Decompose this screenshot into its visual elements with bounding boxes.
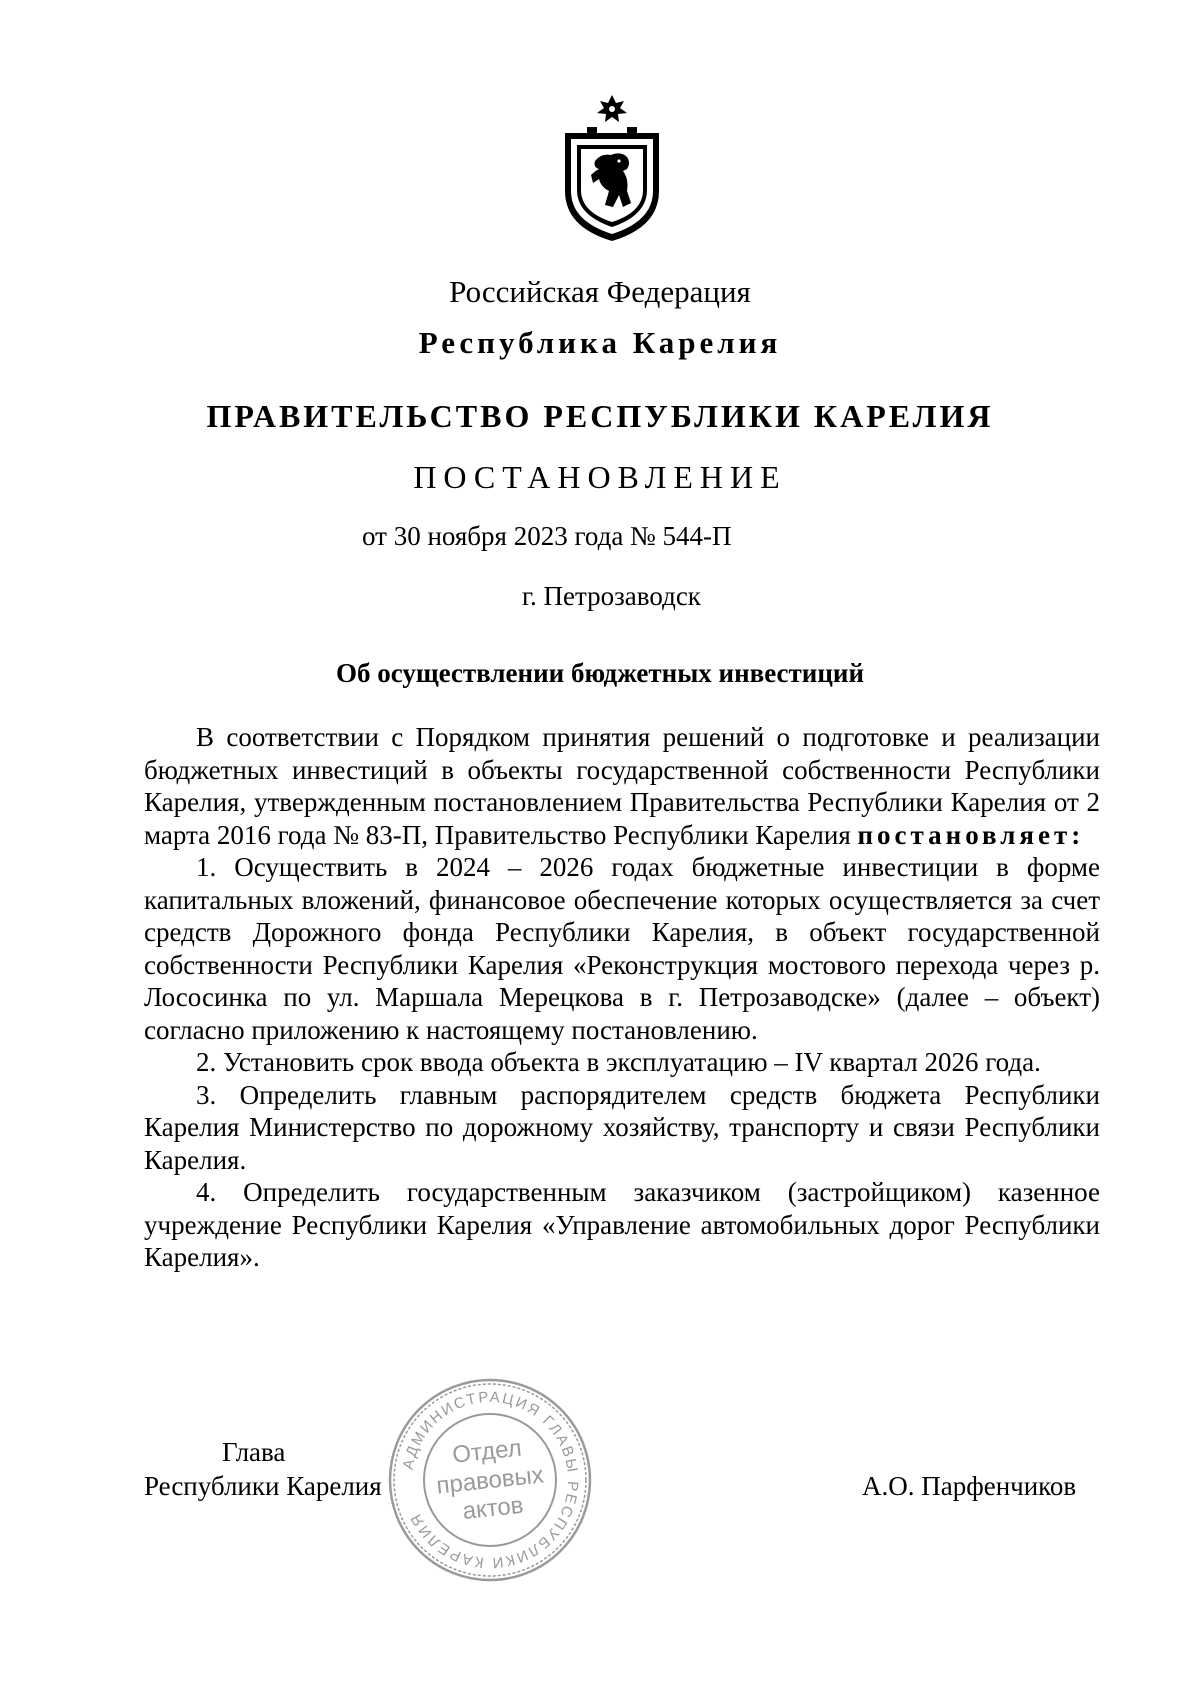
decree-word: постановляет: bbox=[857, 819, 1085, 850]
document-body bbox=[144, 721, 1100, 1274]
document-date-number: от 30 ноября 2023 года № 544-П bbox=[362, 521, 732, 551]
document-city: г. Петрозаводск bbox=[522, 581, 701, 611]
preamble-paragraph bbox=[144, 721, 1100, 851]
decree-item-2: 2. Установить срок ввода объекта в эксплуатацию – IV квартал 2026 года. bbox=[196, 1047, 1041, 1077]
document-subject: Об осуществлении бюджетных инвестиций bbox=[335, 658, 865, 688]
preamble-text: В соответствии с Порядком принятия решений о подготовке и реализации бюджетных инвестиций в объекты государственной собственности Республики Карелия, утвержденным постановлением Правительства Республики Карелия от 2 марта 2016 года № 83-П, Правительство Республики Карелия bbox=[144, 722, 1100, 850]
document-type: ПОСТАНОВЛЕНИЕ bbox=[413, 459, 787, 495]
karelia-coat-of-arms-icon bbox=[557, 95, 667, 243]
government-name: ПРАВИТЕЛЬСТВО РЕСПУБЛИКИ КАРЕЛИЯ bbox=[206, 398, 994, 434]
decree-item-3: 3. Определить главным распорядителем средств бюджета Республики Карелия Министерство по дорожному хозяйству, транспорту и связи Республики Карелия. bbox=[144, 1079, 1100, 1175]
signatory-name: А.О. Парфенчиков bbox=[862, 1471, 1077, 1501]
stamp-line-1: Отдел bbox=[451, 1434, 523, 1469]
stamp-line-3: актов bbox=[461, 1491, 525, 1525]
stamp-line-2: правовых bbox=[435, 1461, 545, 1500]
signature-title: Глава bbox=[222, 1437, 286, 1467]
decree-item-1: 1. Осуществить в 2024 – 2026 годах бюджетные инвестиции в форме капитальных вложений, финансовое обеспечение которых осуществляется за счет средств Дорожного фонда Республики Карелия, в объект государственной собственности Республики Карелия «Реконструкция мостового перехода через р. Лососинка по ул. Маршала Мерецкова в г. Петрозаводске» (далее – объект) согласно приложению к настоящему постановлению. bbox=[144, 852, 1100, 1045]
signature-organization: Республики Карелия bbox=[144, 1471, 382, 1501]
decree-item-4: 4. Определить государственным заказчиком (застройщиком) казенное учреждение Республики Карелия «Управление автомобильных дорог Республики Карелия». bbox=[144, 1177, 1100, 1272]
department-stamp bbox=[385, 1375, 595, 1585]
stamp-ring-text: АДМИНИСТРАЦИЯ ГЛАВЫ РЕСПУБЛИКИ КАРЕЛИЯ bbox=[399, 1388, 582, 1572]
republic-name: Республика Карелия bbox=[418, 325, 782, 360]
country-name: Российская Федерация bbox=[449, 274, 751, 309]
